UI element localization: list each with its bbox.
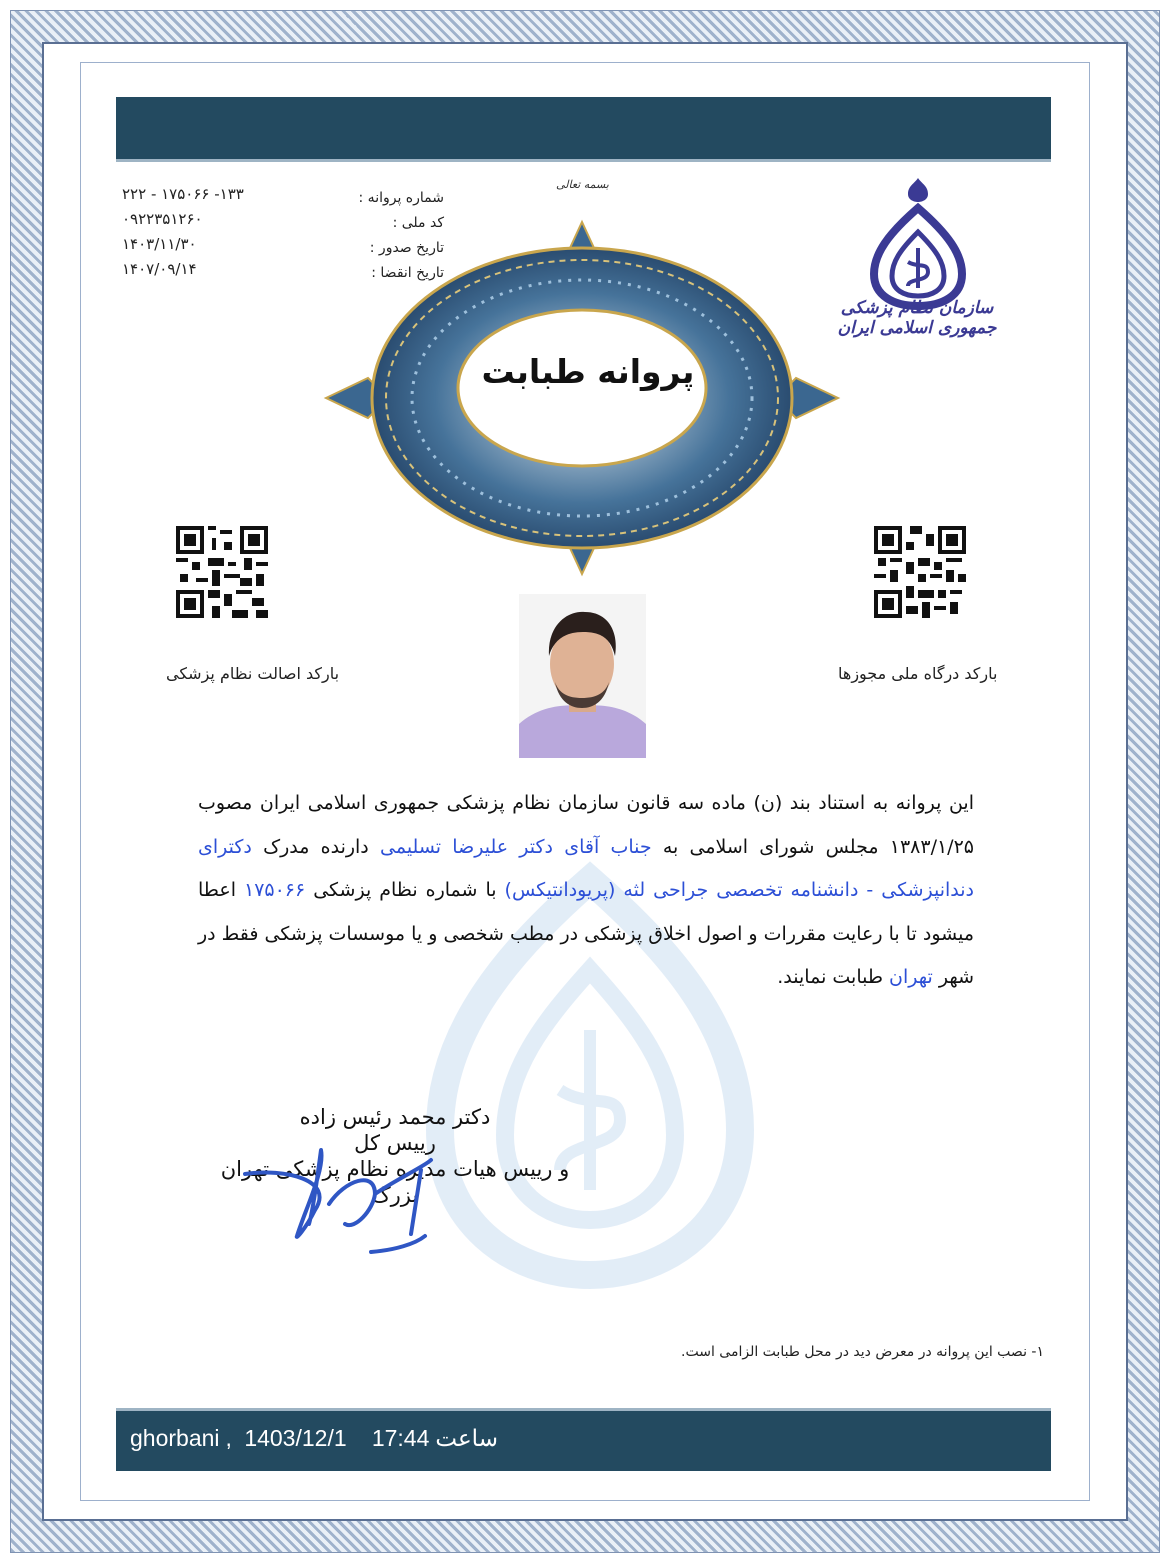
city-name: تهران (889, 966, 933, 988)
national-code-label: کد ملی : (392, 215, 444, 231)
handwritten-signature (225, 1140, 455, 1280)
organization-name: سازمان نظام پزشکی جمهوری اسلامی ایران (837, 298, 997, 338)
ornament-frame-icon (318, 208, 846, 588)
footer-time: 17:44 (371, 1425, 430, 1451)
signatory-role-2: و رییس هیات مدیره نظام پزشکی تهران (220, 1157, 570, 1181)
signatory-role-1: رییس کل (354, 1131, 436, 1155)
license-number-value: ۲۲۲ - ۱۷۵۰۶۶ -۱۳۳ (122, 185, 244, 203)
bismillah-text: بسمه تعالی (556, 178, 609, 191)
footer-user: ghorbani (130, 1425, 220, 1451)
body-part-4: اعطا میشود تا با رعایت مقررات و اصول اخلاق پزشکی در مطب شخصی و یا موسسات پزشکی فقط در شهر (198, 879, 974, 988)
holder-photo (519, 594, 646, 758)
body-part-5: طبابت نمایند. (777, 966, 890, 988)
national-portal-barcode-label: بارکد درگاه ملی مجوزها (838, 664, 998, 683)
system-number: ۱۷۵۰۶۶ (243, 879, 306, 901)
expiry-date-value: ۱۴۰۷/۰۹/۱۴ (122, 260, 197, 278)
authenticity-qr-code (176, 526, 268, 618)
body-part-3: با شماره نظام پزشکی (305, 879, 505, 901)
degree-title: دکترای دندانپزشکی - دانشنامه تخصصی جراحی لثه (پریودانتیکس) (198, 835, 975, 901)
posting-note: ۱- نصب این پروانه در معرض دید در محل طبابت الزامی است. (681, 1344, 1044, 1360)
body-part-1: این پروانه به استناد بند (ن) ماده سه قانون سازمان نظام پزشکی جمهوری اسلامی ایران مصوب ۱۳۸۳/۱/۲۵ مجلس شورای اسلامی به (198, 792, 974, 858)
signatory-name: دکتر محمد رئیس زاده (299, 1105, 491, 1129)
footer-time-label: ساعت (435, 1425, 498, 1451)
license-body-text (198, 782, 974, 1000)
issue-date-label: تاریخ صدور : (369, 240, 444, 256)
footer-date: 1403/12/1 (244, 1425, 347, 1451)
license-title: پروانه طبابت (481, 352, 695, 391)
signatory-role-3: بزرگ (371, 1183, 419, 1207)
license-field-values (122, 182, 312, 282)
authenticity-barcode-label: بارکد اصالت نظام پزشکی (166, 664, 340, 683)
holder-name: جناب آقای دکتر علیرضا تسلیمی (380, 835, 652, 858)
license-number-label: شماره پروانه : (358, 190, 444, 206)
national-code-value: ۰۹۲۲۳۵۱۲۶۰ (122, 210, 203, 228)
footer-text: ghorbani , 1403/12/1 17:44 ساعت (130, 1425, 498, 1451)
expiry-date-label: تاریخ انقضا : (371, 265, 444, 281)
footer-bar (116, 1408, 1051, 1471)
national-portal-qr-code (874, 526, 966, 618)
header-bar (116, 97, 1051, 162)
issue-date-value: ۱۴۰۳/۱۱/۳۰ (122, 235, 197, 253)
body-part-2: دارنده مدرک (251, 835, 380, 858)
